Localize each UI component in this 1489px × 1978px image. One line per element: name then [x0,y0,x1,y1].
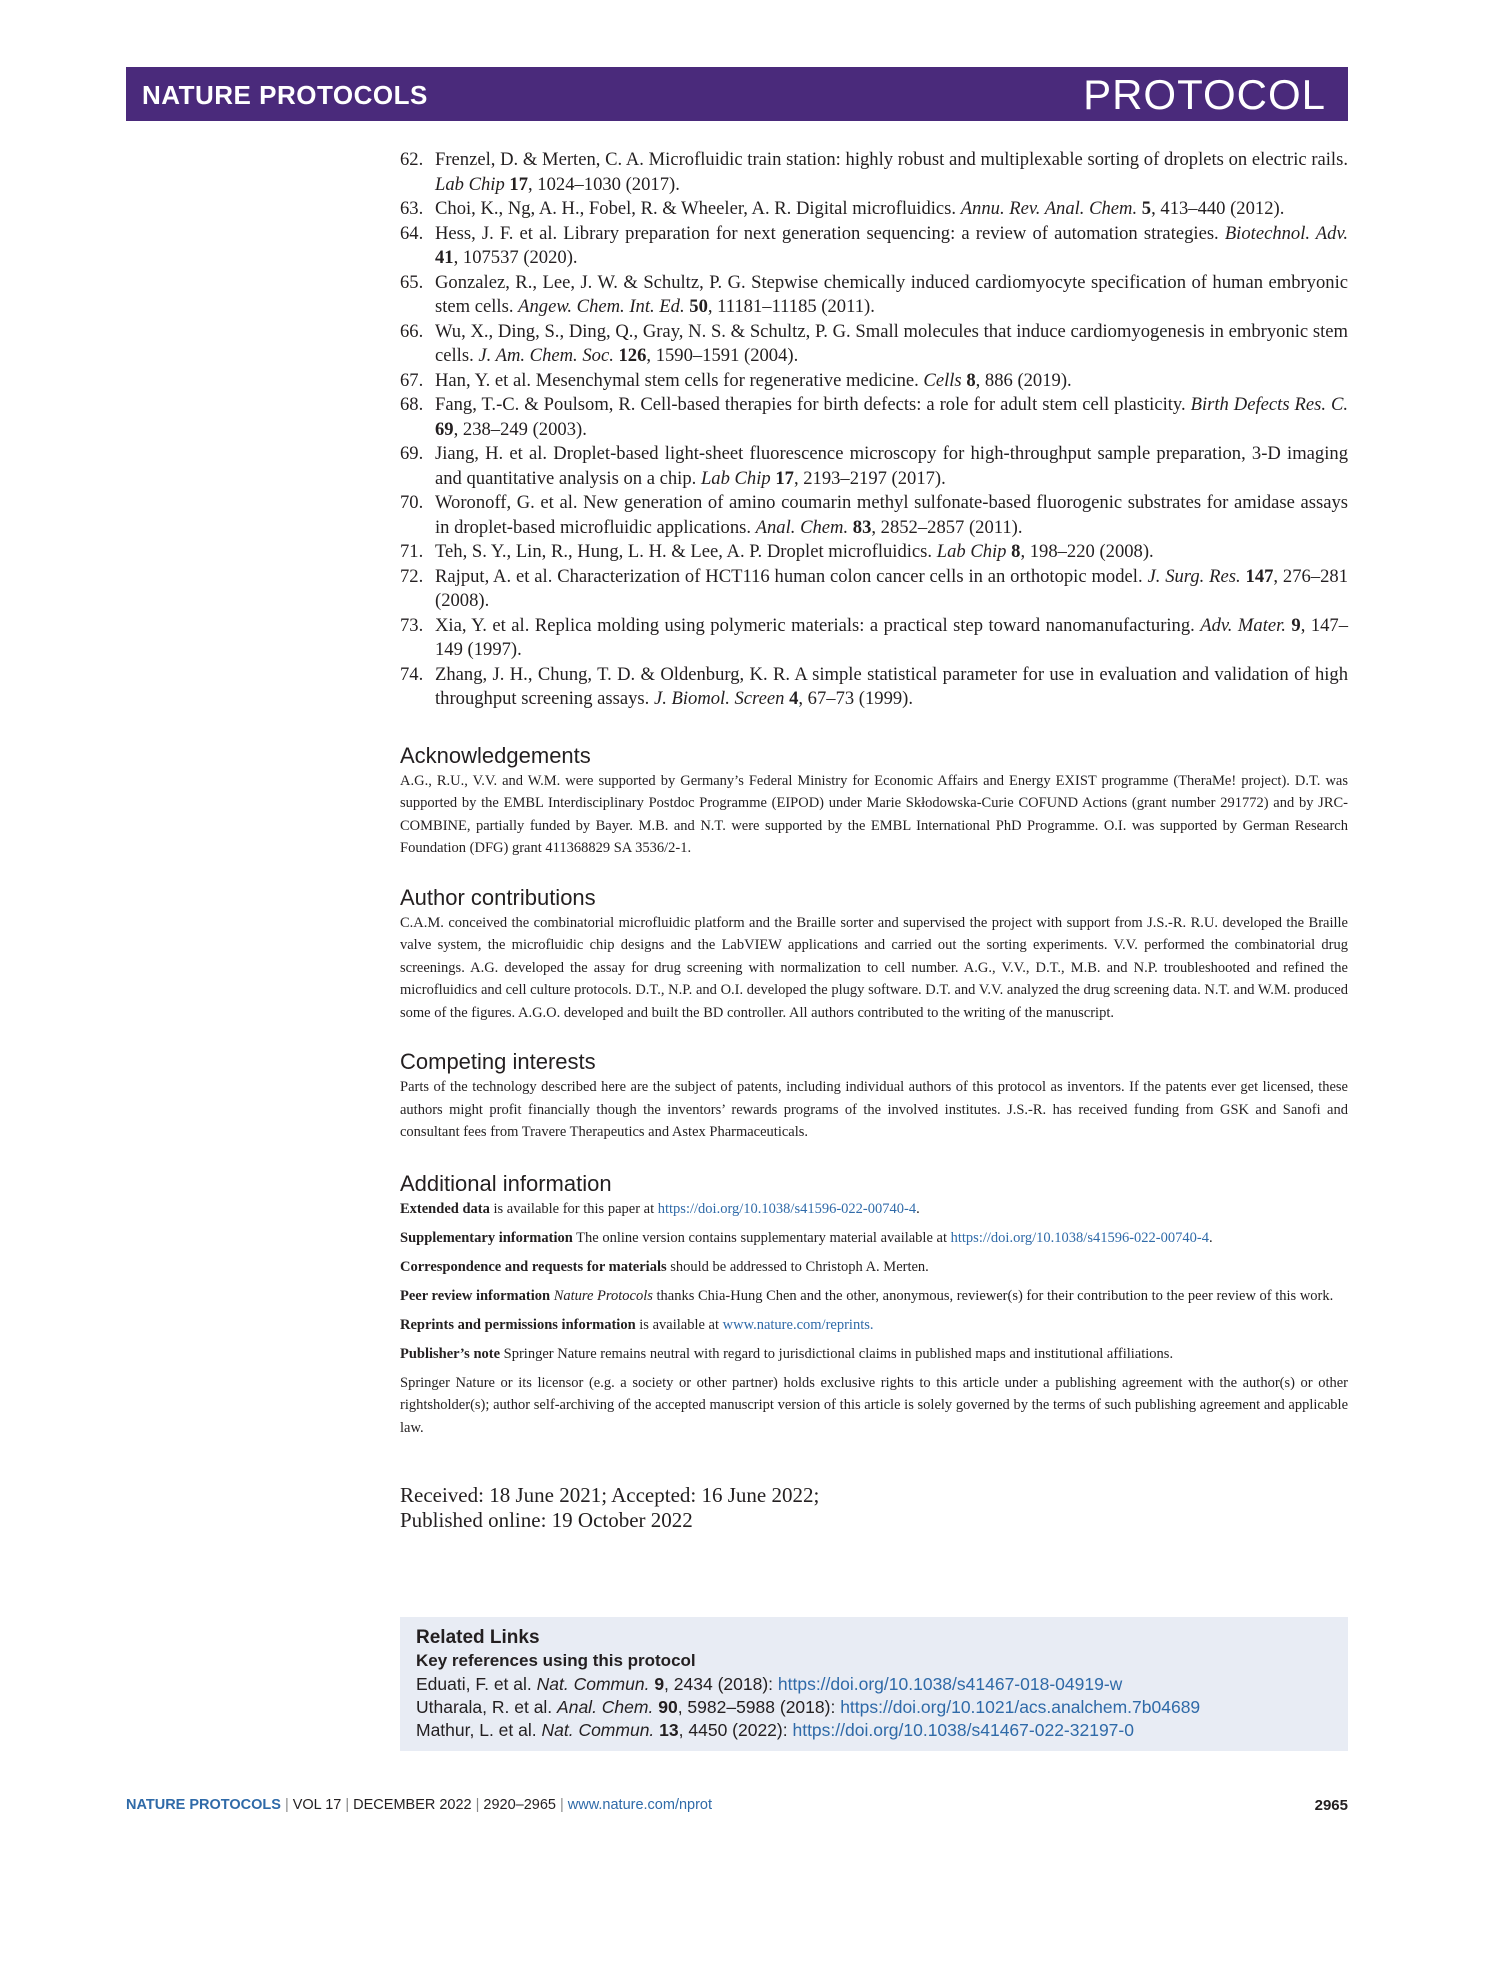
reference-item: 64. Hess, J. F. et al. Library preparation for next generation sequencing: a review of automation strategies. Biotechnol. Adv. 41, 107537 (2020). [400,222,1348,268]
related-link-item: Eduati, F. et al. Nat. Commun. 9, 2434 (2018): https://doi.org/10.1038/s41467-018-04919-w [416,1674,1123,1694]
related-doi-link[interactable]: https://doi.org/10.1021/acs.analchem.7b04689 [840,1697,1201,1717]
published-online-date: Published online: 19 October 2022 [400,1508,693,1532]
footer-separator: | [284,1797,289,1813]
author-contributions-text: C.A.M. conceived the combinatorial microfluidic platform and the Braille sorter and supervised the project with support from J.S.-R. R.U. developed the Braille valve system, the microfluidic chip designs and the LabVIEW applications and carried out the sorting experiments. V.V. performed the combinatorial drug screenings. A.G. developed the assay for drug screening with normalization to cell number. A.G., V.V., D.T., M.B. and N.P. troubleshooted and refined the microfluidics and cell culture protocols. D.T., N.P. and O.I. developed the plugy software. D.T. and V.V. analyzed the drug screening data. N.T. and W.M. produced some of the figures. A.G.O. developed and built the BD controller. All authors contributed to the writing of the manuscript. [400,914,1348,1021]
reference-item: 69. Jiang, H. et al. Droplet-based light-sheet fluorescence microscopy for high-throughput sample preparation, 3-D imaging and quantitative analysis on a chip. Lab Chip 17, 2193–2197 (2017). [400,443,1348,489]
footer-date: DECEMBER 2022 [353,1797,472,1813]
footer-website-link[interactable]: www.nature.com/nprot [567,1797,713,1813]
main-content [400,148,1348,1533]
competing-interests-heading: Competing interests [400,1049,596,1074]
journal-header-banner [126,67,1348,121]
article-type-label: PROTOCOL [1083,71,1326,118]
reference-list [400,148,1348,712]
reference-item: 74. Zhang, J. H., Chung, T. D. & Oldenburg, K. R. A simple statistical parameter for use in evaluation and validation of high throughput screening assays. J. Biomol. Screen 4, 67–73 (1999). [400,663,1348,709]
reference-item: 71. Teh, S. Y., Lin, R., Hung, L. H. & Lee, A. P. Droplet microfluidics. Lab Chip 8, 198–220 (2008). [400,541,1154,562]
reference-item: 72. Rajput, A. et al. Characterization of HCT116 human colon cancer cells in an orthotopic model. J. Surg. Res. 147, 276–281 (2008). [400,565,1349,611]
journal-name: NATURE PROTOCOLS [142,80,428,110]
related-links-subtitle: Key references using this protocol [416,1651,696,1670]
correspondence-note: Correspondence and requests for materials should be addressed to Christoph A. Merten. [400,1258,929,1275]
acknowledgements-section [400,742,1348,860]
footer-separator: | [345,1797,350,1813]
reprints-note: Reprints and permissions information is available at www.nature.com/reprints. [400,1316,874,1333]
related-links-box [400,1617,1348,1751]
footer-citation [126,1797,712,1813]
received-accepted-dates: Received: 18 June 2021; Accepted: 16 June 2022; [400,1483,820,1507]
extended-data-link[interactable]: https://doi.org/10.1038/s41596-022-00740-4 [657,1200,917,1217]
reference-item: 66. Wu, X., Ding, S., Ding, Q., Gray, N. S. & Schultz, P. G. Small molecules that induce cardiomyogenesis in embryonic stem cells. J. Am. Chem. Soc. 126, 1590–1591 (2004). [400,320,1348,366]
author-contributions-heading: Author contributions [400,884,596,910]
reference-item: 65. Gonzalez, R., Lee, J. W. & Schultz, P. G. Stepwise chemically induced cardiomyocyte specification of human embryonic stem cells. Angew. Chem. Int. Ed. 50, 11181–11185 (2011). [400,271,1348,317]
peer-review-note: Peer review information Nature Protocols thanks Chia-Hung Chen and the other, anonymous, reviewer(s) for their contribution to the peer review of this work. [400,1287,1334,1304]
additional-information-section [400,1170,1348,1440]
extended-data-note: Extended data is available for this paper at https://doi.org/10.1038/s41596-022-00740-4. [400,1200,920,1217]
reference-item: 63. Choi, K., Ng, A. H., Fobel, R. & Wheeler, A. R. Digital microfluidics. Annu. Rev. Anal. Chem. 5, 413–440 (2012). [400,198,1285,219]
footer-journal: NATURE PROTOCOLS [126,1797,281,1813]
related-links-title: Related Links [416,1627,540,1648]
rights-note: Springer Nature or its licensor (e.g. a society or other partner) holds exclusive rights to this article under a publishing agreement with the author(s) or other rightsholder(s); author self-archiving of the accepted manuscript version of this article is solely governed by the terms of such publishing agreement and applicable law. [400,1374,1348,1436]
additional-information-heading: Additional information [400,1170,612,1196]
acknowledgements-text: A.G., R.U., V.V. and W.M. were supported by Germany’s Federal Ministry for Economic Affairs and Energy EXIST programme (TheraMe! project). D.T. was supported by the EMBL Interdisciplinary Postdoc Programme (EIPOD) under Marie Skłodowska-Curie COFUND Actions (grant number 291772) and by JRC-COMBINE, partially funded by Bayer. M.B. and N.T. were supported by the EMBL International PhD Programme. O.I. was supported by German Research Foundation (DFG) grant 411368829 SA 3536/2-1. [400,772,1348,856]
publisher-note: Publisher’s note Springer Nature remains neutral with regard to jurisdictional claims in published maps and institutional affiliations. [400,1345,1174,1362]
competing-interests-text: Parts of the technology described here are the subject of patents, including individual authors of this protocol as inventors. If the patents ever get licensed, these authors might profit financially though the inventors’ rewards programs of the involved institutes. J.S.-R. has received funding from GSK and Sanofi and consultant fees from Travere Therapeutics and Astex Pharmaceuticals. [400,1079,1348,1140]
acknowledgements-heading: Acknowledgements [400,742,591,768]
footer-pages: 2920–2965 [483,1797,556,1813]
reference-item: 68. Fang, T.-C. & Poulsom, R. Cell-based therapies for birth defects: a role for adult stem cell plasticity. Birth Defects Res. C. 69, 238–249 (2003). [400,394,1349,440]
reference-item: 70. Woronoff, G. et al. New generation of amino coumarin methyl sulfonate-based fluorogenic substrates for amidase assays in droplet-based microfluidic applications. Anal. Chem. 83, 2852–2857 (2011). [400,492,1348,538]
competing-interests-section [400,1048,1348,1144]
footer-separator: | [559,1797,564,1813]
supplementary-note: Supplementary information The online version contains supplementary material available at https://doi.org/10.1038/s41596-022-00740-4. [400,1229,1213,1246]
footer-separator: | [475,1797,480,1813]
related-link-item: Mathur, L. et al. Nat. Commun. 13, 4450 (2022): https://doi.org/10.1038/s41467-022-32197-0 [416,1720,1134,1740]
related-link-item: Utharala, R. et al. Anal. Chem. 90, 5982–5988 (2018): https://doi.org/10.1021/acs.analchem.7b04689 [416,1697,1201,1717]
related-links-list [416,1673,1338,1742]
related-doi-link[interactable]: https://doi.org/10.1038/s41467-022-32197-0 [792,1720,1134,1740]
reference-item: 67. Han, Y. et al. Mesenchymal stem cells for regenerative medicine. Cells 8, 886 (2019). [400,369,1072,391]
reference-item: 73. Xia, Y. et al. Replica molding using polymeric materials: a practical step toward nanomanufacturing. Adv. Mater. 9, 147–149 (1997). [400,614,1349,660]
related-doi-link[interactable]: https://doi.org/10.1038/s41467-018-04919-w [777,1674,1123,1694]
page-number: 2965 [1314,1797,1348,1814]
author-contributions-section [400,884,1348,1025]
reprints-link[interactable]: www.nature.com/reprints. [722,1316,874,1333]
reference-item: 62. Frenzel, D. & Merten, C. A. Microfluidic train station: highly robust and multiplexable sorting of droplets on electric rails. Lab Chip 17, 1024–1030 (2017). [400,149,1348,195]
supplementary-link[interactable]: https://doi.org/10.1038/s41596-022-00740-4 [950,1229,1209,1246]
footer-volume: VOL 17 [292,1797,342,1813]
publication-dates [400,1483,1348,1533]
